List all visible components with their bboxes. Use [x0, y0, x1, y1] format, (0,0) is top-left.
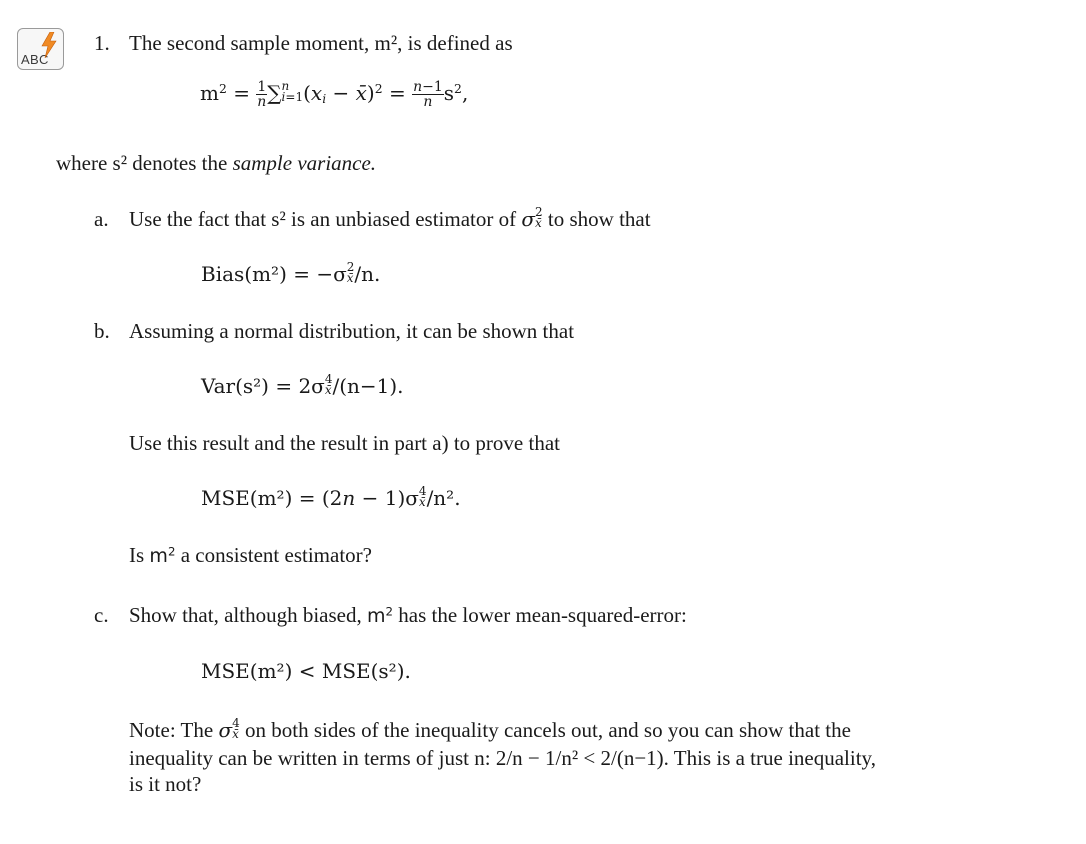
- variance-equation: Var(s²) = 2σ 4 x̄ /(n−1).: [201, 372, 404, 398]
- spellcheck-icon-label: ABC: [21, 52, 49, 67]
- spellcheck-icon[interactable]: [17, 28, 64, 70]
- where-text: where s² denotes the sample variance.: [56, 151, 377, 175]
- mse-comparison-equation: MSE(m²) < MSE(s²).: [201, 659, 411, 683]
- note-line-2: inequality can be written in terms of just n: 2/n − 1/n² < 2/(n−1). This is a true inequality,: [129, 746, 876, 770]
- part-a-text: Use the fact that s² is an unbiased estimator of σ 2 x̄ to show that: [129, 205, 651, 231]
- lightning-bolt-icon: [40, 32, 58, 58]
- mse-m2-equation: MSE(m²) = (2n − 1)σ 4 x̄ /n².: [201, 484, 461, 510]
- note-line-1: Note: The σ 4 x̄ on both sides of the inequality cancels out, and so you can show that the: [129, 716, 851, 742]
- part-b-label: b.: [94, 319, 110, 343]
- problem-number: 1.: [94, 31, 110, 55]
- part-b-text: Assuming a normal distribution, it can be shown that: [129, 319, 575, 343]
- part-c-label: c.: [94, 603, 109, 627]
- note-line-3: is it not?: [129, 772, 202, 796]
- bias-equation: Bias(m²) = −σ 2 x̄ /n.: [201, 260, 381, 286]
- sample-variance-term: sample variance.: [232, 151, 377, 175]
- problem-intro: The second sample moment, m², is defined as: [129, 31, 513, 55]
- part-a-label: a.: [94, 207, 109, 231]
- definition-equation: $m^2$ = $\frac{1}{n}$ ∑ n i=1 ($x_i$ − x̄)$^2$ = $\frac{n-1}{n}$ $s^2$,: [200, 79, 469, 110]
- part-b-use-text: Use this result and the result in part a) to prove that: [129, 431, 560, 455]
- consistency-question: Is $m^2$ a consistent estimator?: [129, 543, 372, 567]
- part-c-text: Show that, although biased, $m^2$ has the lower mean-squared-error:: [129, 603, 687, 627]
